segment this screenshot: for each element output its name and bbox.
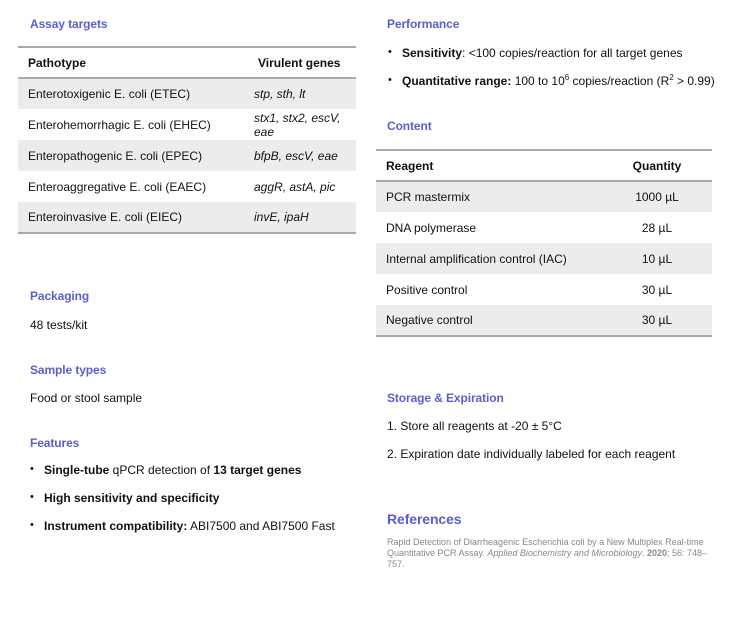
features-heading: Features <box>30 436 80 450</box>
table-row <box>376 305 712 336</box>
feature-item: • Single-tube qPCR detection of 13 target genes <box>28 463 335 491</box>
storage-item: 1. Store all reagents at -20 ± 5°C <box>387 419 562 433</box>
quantity-cell: 30 µL <box>602 305 712 336</box>
storage-item: 2. Expiration date individually labeled for each reagent <box>387 447 676 461</box>
table-row <box>376 181 712 212</box>
features-list <box>28 463 335 547</box>
storage-heading: Storage & Expiration <box>387 391 504 405</box>
content-table <box>376 149 712 337</box>
references-heading: References <box>387 511 462 527</box>
pathotype-cell: Enterotoxigenic E. coli (ETEC) <box>18 78 250 109</box>
reference-citation: Rapid Detection of Diarrheagenic Escherichia coli by a New Multiplex Real-time Quantitative PCR Assay. Applied Biochemistry and Microbiology. 2020; 56: 748–757. <box>387 537 708 569</box>
col-header-pathotype: Pathotype <box>18 47 250 78</box>
quantity-cell: 10 µL <box>602 243 712 274</box>
performance-list <box>386 46 715 102</box>
assay-targets-table <box>18 46 356 234</box>
performance-item-range: • Quantitative range: 100 to $10^6$ copies/reaction $(R^2 > 0.99)$ <box>386 74 715 102</box>
genes-cell: stp, sth, lt <box>250 78 356 109</box>
pathotype-cell: Enteropathogenic E. coli (EPEC) <box>18 140 250 171</box>
performance-heading: Performance <box>387 17 460 31</box>
genes-cell: stx1, stx2, escV, eae <box>254 110 341 139</box>
table-row <box>18 140 356 171</box>
col-header-quantity: Quantity <box>602 150 712 181</box>
col-header-reagent: Reagent <box>376 150 602 181</box>
reagent-cell: Positive control <box>386 282 468 297</box>
packaging-heading: Packaging <box>30 289 90 303</box>
pathotype-cell: Enteroinvasive E. coli (EIEC) <box>18 202 250 233</box>
table-row <box>18 171 356 202</box>
reagent-cell: DNA polymerase <box>386 220 477 235</box>
pathotype-cell: Enteroaggregative E. coli (EAEC) <box>28 179 207 194</box>
genes-cell: bfpB, escV, eae <box>250 140 356 171</box>
table-row <box>376 274 712 305</box>
table-row <box>18 78 356 109</box>
assay-targets-heading: Assay targets <box>30 17 108 31</box>
col-header-genes: Virulent genes <box>250 47 356 78</box>
table-row <box>18 109 356 140</box>
genes-cell: aggR, astA, pic <box>254 179 336 194</box>
feature-item: • High sensitivity and specificity <box>28 491 335 519</box>
reagent-cell: Negative control <box>376 305 602 336</box>
table-row <box>18 202 356 233</box>
quantity-cell: 1000 µL <box>602 181 712 212</box>
pathotype-cell: Enterohemorrhagic E. coli (EHEC) <box>28 117 211 132</box>
packaging-text: 48 tests/kit <box>30 318 88 332</box>
feature-item: • Instrument compatibility: ABI7500 and ABI7500 Fast <box>28 519 335 547</box>
performance-item-sensitivity: • Sensitivity: <100 copies/reaction for all target genes <box>386 46 715 74</box>
content-heading: Content <box>387 119 432 133</box>
sample-types-heading: Sample types <box>30 363 107 377</box>
reagent-cell: PCR mastermix <box>376 181 602 212</box>
table-header-row <box>376 150 712 181</box>
table-header-row <box>18 47 356 78</box>
table-row <box>376 212 712 243</box>
reagent-cell: Internal amplification control (IAC) <box>376 243 602 274</box>
quantity-cell: 28 µL <box>641 220 673 235</box>
genes-cell: invE, ipaH <box>250 202 356 233</box>
table-row <box>376 243 712 274</box>
sample-types-text: Food or stool sample <box>30 391 143 405</box>
quantity-cell: 30 µL <box>641 282 673 297</box>
